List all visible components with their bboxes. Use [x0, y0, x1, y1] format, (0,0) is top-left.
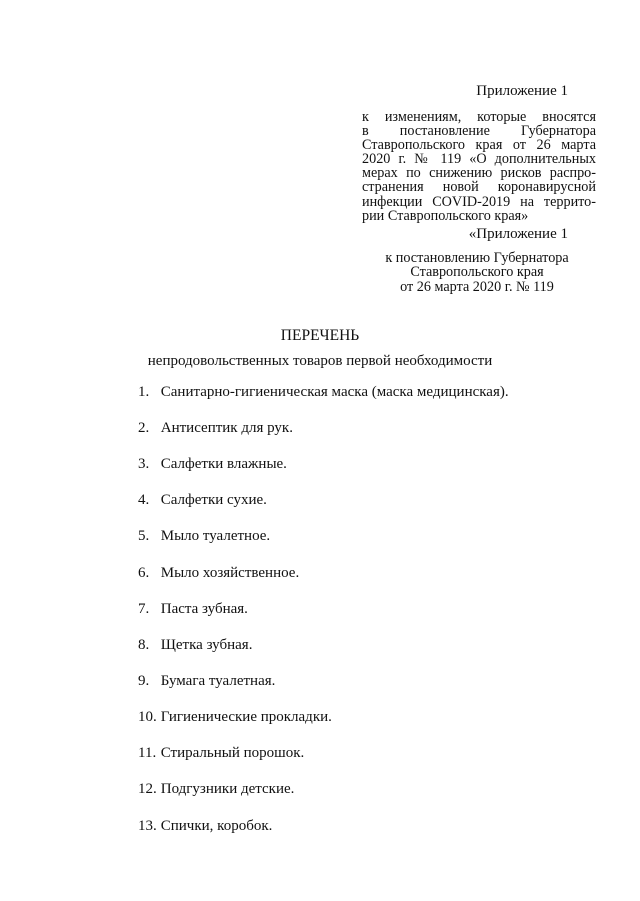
item-text: Гигиенические прокладки. [160, 709, 332, 725]
item-text: Санитарно-гигиеническая маска (маска медицинская). [160, 384, 509, 400]
item-text: Салфетки сухие. [160, 492, 267, 508]
item-text: Салфетки влажные. [160, 456, 287, 472]
list-item [138, 384, 509, 401]
item-text: Щетка зубная. [160, 637, 253, 653]
decree-reference [368, 251, 586, 294]
list-item [138, 818, 272, 835]
item-text: Подгузники детские. [160, 781, 295, 797]
item-text: Мыло хозяйственное. [160, 565, 300, 581]
item-number: 12. [138, 781, 157, 797]
item-number: 8. [138, 637, 150, 653]
list-item [138, 456, 287, 473]
list-item [138, 420, 293, 437]
amendment-line: Ставропольского края от 26 марта [362, 137, 596, 154]
list-item [138, 492, 267, 509]
decree-line: от 26 марта 2020 г. № 119 [400, 278, 554, 295]
item-text: Стиральный порошок. [160, 745, 305, 761]
item-number: 9. [138, 673, 150, 689]
item-text: Спички, коробок. [160, 818, 273, 834]
item-text: Антисептик для рук. [160, 420, 293, 436]
list-item [138, 709, 332, 726]
amendment-line: странения новой коронавирусной [362, 179, 596, 196]
list-item [138, 565, 299, 582]
item-number: 6. [138, 565, 150, 581]
decree-line: Ставропольского края [410, 264, 544, 281]
item-number: 4. [138, 492, 150, 508]
inner-appendix-title: «Приложение 1 [468, 226, 568, 242]
amendment-line: мерах по снижению рисков распро- [362, 165, 596, 182]
amendment-line: инфекции COVID-2019 на террито- [362, 193, 596, 210]
amendment-line: 2020 г. № 119 «О дополнительных [362, 151, 596, 168]
item-number: 11. [138, 745, 157, 761]
item-text: Паста зубная. [160, 601, 248, 617]
item-number: 10. [138, 709, 157, 725]
appendix-title: Приложение 1 [476, 83, 568, 99]
list-item [138, 745, 304, 762]
list-title: ПЕРЕЧЕНЬ [280, 327, 360, 344]
item-number: 5. [138, 528, 150, 544]
amendment-line: к изменениям, которые вносятся [362, 109, 596, 125]
item-number: 1. [138, 384, 150, 400]
amendment-reference [362, 110, 596, 223]
list-item [138, 601, 248, 618]
item-number: 7. [138, 601, 150, 617]
amendment-line: в постановление Губернатора [362, 123, 596, 140]
decree-line: к постановлению Губернатора [385, 250, 569, 266]
list-item [138, 637, 252, 654]
list-subtitle: непродовольственных товаров первой необходимости [147, 353, 493, 369]
item-number: 13. [138, 818, 157, 834]
amendment-line: рии Ставропольского края» [362, 207, 529, 224]
list-item [138, 528, 270, 545]
list-item [138, 673, 275, 690]
item-text: Бумага туалетная. [160, 673, 276, 689]
list-item [138, 781, 294, 798]
item-number: 2. [138, 420, 150, 436]
item-text: Мыло туалетное. [160, 528, 271, 544]
item-number: 3. [138, 456, 150, 472]
